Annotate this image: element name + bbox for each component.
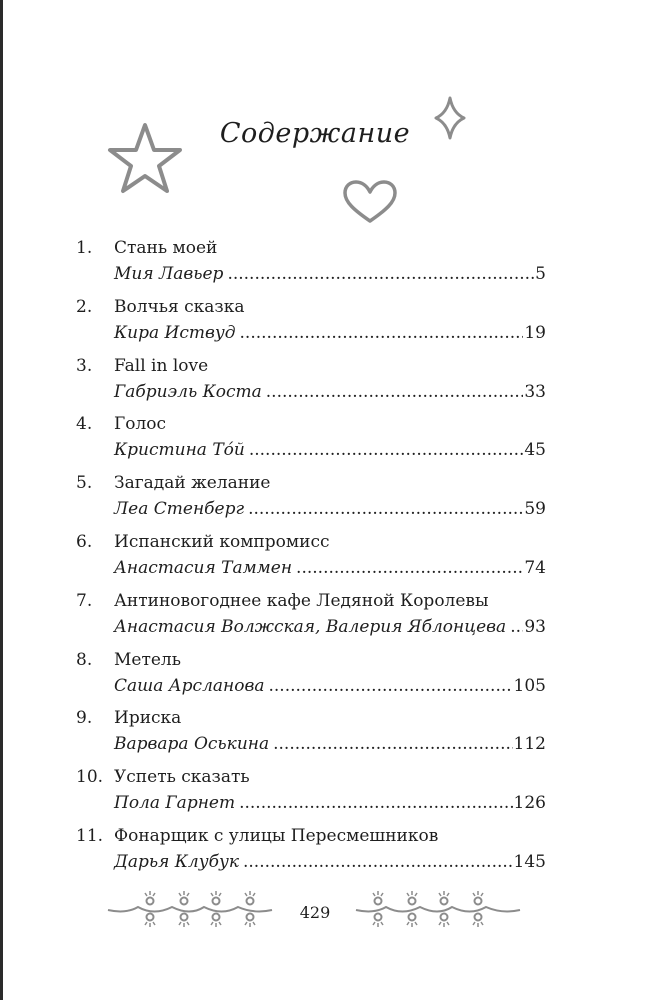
toc-entry (0, 412, 648, 471)
entry-page: 59 (524, 499, 546, 520)
entry-number: 5. (76, 473, 93, 494)
entry-author: Кристина То́й (114, 440, 245, 461)
entry-author-line (114, 793, 546, 813)
entry-number: 4. (76, 414, 93, 435)
page-title: Содержание (219, 118, 411, 149)
string-lights-right-icon (352, 884, 524, 934)
entry-author: Дарья Клубук (114, 851, 239, 872)
page-number: 429 (299, 903, 331, 922)
entry-title: Волчья сказка (114, 296, 245, 317)
entry-author-line (114, 382, 546, 402)
entry-author-line (114, 676, 546, 696)
dot-leader (296, 558, 523, 578)
entry-author: Анастасия Таммен (114, 557, 293, 578)
heart-icon (340, 178, 400, 226)
entry-author-line (114, 264, 546, 284)
entry-author: Саша Арсланова (114, 675, 265, 696)
entry-number: 2. (76, 296, 93, 317)
entry-page: 105 (513, 675, 546, 696)
entry-author-line (114, 499, 546, 519)
entry-title: Голос (114, 414, 167, 435)
entry-author: Пола Гарнет (114, 793, 236, 814)
toc-entry (0, 706, 648, 765)
toc-entry (0, 648, 648, 707)
dot-leader (239, 793, 512, 813)
toc-entry (0, 354, 648, 413)
entry-author-line (114, 558, 546, 578)
dot-leader (249, 440, 524, 460)
toc-entry (0, 530, 648, 589)
entry-number: 6. (76, 531, 93, 552)
dot-leader (273, 734, 512, 754)
entry-page: 93 (524, 616, 546, 637)
toc-entry (0, 589, 648, 648)
entry-title: Успеть сказать (114, 767, 250, 788)
entry-page: 126 (513, 793, 546, 814)
entry-title: Испанский компромисс (114, 531, 330, 552)
entry-author-line (114, 617, 546, 637)
entry-title: Метель (114, 649, 181, 670)
entry-number: 7. (76, 590, 93, 611)
entry-author: Анастасия Волжская, Валерия Яблонцева (114, 616, 507, 637)
entry-number: 1. (76, 238, 93, 258)
entry-title: Фонарщик с улицы Пересмешников (114, 825, 439, 846)
dot-leader (248, 499, 523, 519)
dot-leader (240, 323, 524, 343)
entry-title: Fall in love (114, 355, 209, 376)
entry-page: 19 (524, 322, 546, 343)
entry-title: Стань моей (114, 238, 218, 258)
dot-leader (227, 264, 534, 284)
toc-entry (0, 295, 648, 354)
entry-author-line (114, 323, 546, 343)
entry-page: 45 (524, 440, 546, 461)
entry-page: 33 (524, 381, 546, 402)
entry-page: 145 (513, 851, 546, 872)
entry-number: 9. (76, 708, 93, 729)
entry-author: Мия Лавьер (114, 264, 224, 284)
entry-author: Варвара Оськина (114, 734, 270, 755)
toc-entry (0, 471, 648, 530)
entry-author-line (114, 440, 546, 460)
dot-leader (266, 382, 524, 402)
toc-entry (0, 236, 648, 295)
entry-author: Леа Стенберг (114, 499, 245, 520)
entry-number: 11. (76, 825, 104, 846)
entry-author-line (114, 852, 546, 872)
toc-entry (0, 824, 648, 883)
dot-leader (510, 617, 523, 637)
toc-entry (0, 765, 648, 824)
entry-author: Кира Иствуд (114, 322, 236, 343)
table-of-contents (0, 236, 648, 883)
entry-author-line (114, 734, 546, 754)
dot-leader (269, 676, 513, 696)
dot-leader (243, 852, 513, 872)
entry-number: 10. (76, 767, 104, 788)
entry-title: Загадай желание (114, 473, 271, 494)
entry-title: Антиновогоднее кафе Ледяной Королевы (114, 590, 489, 611)
entry-number: 8. (76, 649, 93, 670)
entry-author: Габриэль Коста (114, 381, 262, 402)
entry-page: 112 (513, 734, 546, 755)
entry-number: 3. (76, 355, 93, 376)
entry-page: 74 (524, 557, 546, 578)
entry-page: 5 (535, 264, 546, 284)
entry-title: Ириска (114, 708, 182, 729)
